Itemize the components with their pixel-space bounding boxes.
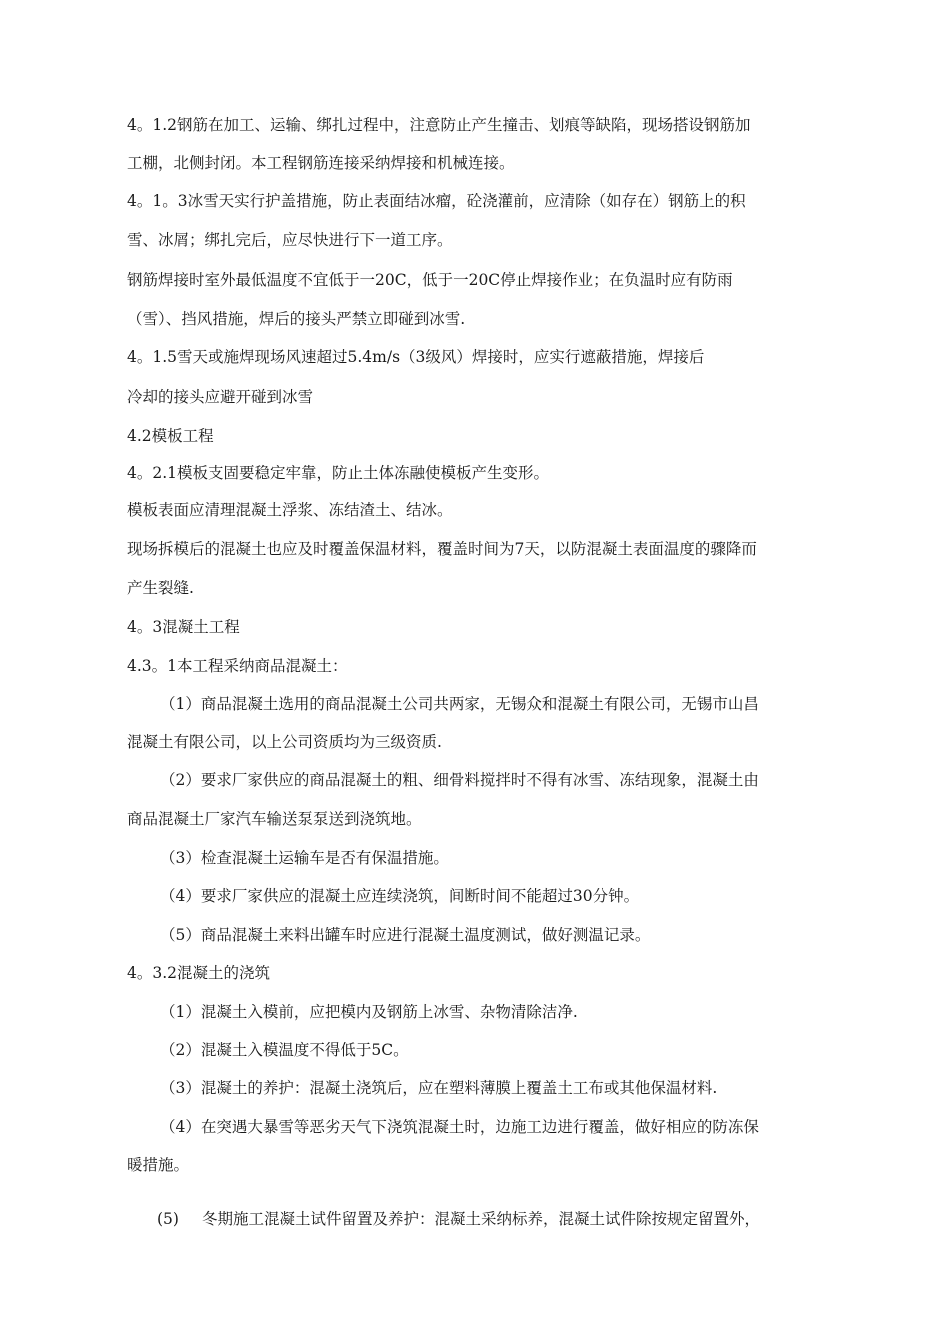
paragraph-line: 模板表面应清理混凝土浮浆、冻结渣土、结冰。 (127, 501, 453, 519)
paragraph-line: 现场拆模后的混凝土也应及时覆盖保温材料，覆盖时间为7天，以防混凝土表面温度的骤降而 (127, 540, 757, 558)
list-item-text: 冬期施工混凝土试件留置及养护：混凝土采纳标养，混凝土试件除按规定留置外， (202, 1210, 761, 1228)
list-item: （4）在突遇大暴雪等恶劣天气下浇筑混凝土时，边施工边进行覆盖，做好相应的防冻保 (160, 1118, 759, 1136)
list-item: （1）商品混凝土选用的商品混凝土公司共两家，无锡众和混凝土有限公司，无锡市山昌 (160, 695, 759, 713)
section-heading: 4。3混凝土工程 (127, 618, 240, 636)
list-item: （1）混凝土入模前，应把模内及钢筋上冰雪、杂物清除洁净. (160, 1003, 578, 1021)
paragraph-line: 钢筋焊接时室外最低温度不宜低于一20C，低于一20C停止焊接作业；在负温时应有防雨 (127, 271, 733, 289)
paragraph-line: 工棚，北侧封闭。本工程钢筋连接采纳焊接和机械连接。 (127, 154, 515, 172)
list-item: （3）检查混凝土运输车是否有保温措施。 (160, 849, 449, 867)
list-item: （2）混凝土入模温度不得低于5C。 (160, 1041, 409, 1059)
subsection-heading: 4.3。1本工程采纳商品混凝土： (127, 657, 348, 675)
list-item-continuation: 混凝土有限公司，以上公司资质均为三级资质. (127, 733, 442, 751)
list-item-continuation: 商品混凝土厂家汽车输送泵泵送到浇筑地。 (127, 810, 422, 828)
paragraph-line: 冷却的接头应避开碰到冰雪 (127, 388, 314, 406)
list-item: （2）要求厂家供应的商品混凝土的粗、细骨料搅拌时不得有冰雪、冻结现象，混凝土由 (160, 771, 759, 789)
paragraph-line: 4。2.1模板支固要稳定牢靠，防止土体冻融使模板产生变形。 (127, 464, 550, 482)
paragraph-line: （雪）、挡风措施，焊后的接头严禁立即碰到冰雪. (127, 310, 466, 328)
list-item-continuation: 暖措施。 (127, 1156, 190, 1174)
list-item: （4）要求厂家供应的混凝土应连续浇筑，间断时间不能超过30分钟。 (160, 887, 640, 905)
section-heading: 4.2模板工程 (127, 427, 214, 445)
paragraph-line: 4。1.2钢筋在加工、运输、绑扎过程中，注意防止产生撞击、划痕等缺陷，现场搭设钢筋加 (127, 116, 751, 134)
paragraph-line: 4。1.5雪天或施焊现场风速超过5.4m/s（3级风）焊接时，应实行遮蔽措施，焊接后 (127, 348, 705, 366)
list-item: （3）混凝土的养护：混凝土浇筑后，应在塑料薄膜上覆盖土工布或其他保温材料. (160, 1079, 718, 1097)
list-item-number: (5) (157, 1210, 179, 1228)
list-item: （5）商品混凝土来料出罐车时应进行混凝土温度测试，做好测温记录。 (160, 926, 651, 944)
paragraph-line: 产生裂缝. (127, 579, 194, 597)
paragraph-line: 雪、冰屑；绑扎完后，应尽快进行下一道工序。 (127, 231, 453, 249)
subsection-heading: 4。3.2混凝土的浇筑 (127, 964, 271, 982)
paragraph-line: 4。1。3冰雪天实行护盖措施，防止表面结冰瘤，砼浇灌前，应清除（如存在）钢筋上的积 (127, 192, 746, 210)
